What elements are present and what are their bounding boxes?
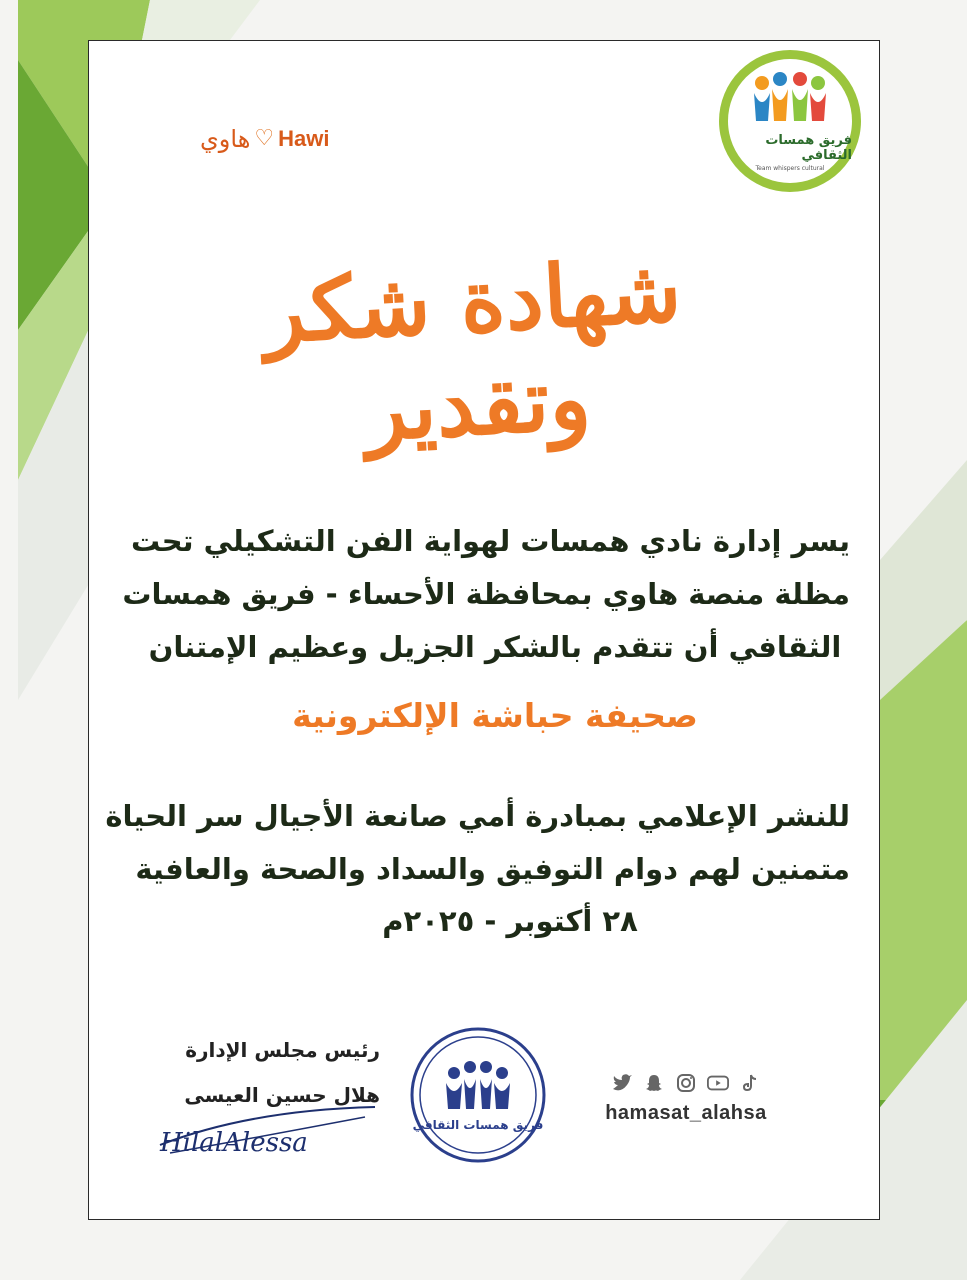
stamp-text: فريق همسات الثقافي: [412, 1118, 544, 1132]
official-stamp: [408, 1025, 548, 1165]
intro-text: [122, 515, 850, 674]
signature-script: HilalAlessa: [160, 1128, 308, 1158]
social-block: [586, 1070, 786, 1125]
reason-line: للنشر الإعلامي بمبادرة أمي صانعة الأجيال سر الحياة: [105, 799, 850, 833]
heart-icon: ♡: [254, 126, 275, 151]
social-handle[interactable]: hamasat_alahsa: [605, 1102, 767, 1124]
tiktok-icon[interactable]: [739, 1072, 761, 1094]
snapchat-icon[interactable]: [643, 1072, 665, 1094]
hawi-logo-english: Hawi: [278, 126, 330, 151]
team-logo-subtitle: Team whispers cultural: [755, 164, 825, 172]
team-logo: [719, 50, 861, 192]
instagram-icon[interactable]: [675, 1072, 697, 1094]
people-icon: [748, 71, 832, 127]
signature-block: [150, 1035, 380, 1158]
youtube-icon[interactable]: [707, 1072, 729, 1094]
intro-line: مظلة منصة هاوي بمحافظة الأحساء - فريق همسات: [122, 577, 850, 611]
reason-line: متمنين لهم دوام التوفيق والسداد والصحة والعافية: [135, 852, 850, 886]
handwritten-signature: [150, 1105, 380, 1165]
recipient-name: صحيفة حباشة الإلكترونية: [292, 696, 698, 735]
hawi-logo: [200, 124, 329, 154]
signature-title: رئيس مجلس الإدارة: [185, 1038, 380, 1062]
certificate-title: شهادة شكر وتقدير: [260, 240, 684, 461]
twitter-icon[interactable]: [611, 1072, 633, 1094]
reason-text: [105, 790, 850, 896]
intro-line: يسر إدارة نادي همسات لهواية الفن التشكيلي تحت: [131, 524, 850, 558]
intro-line: الثقافي أن تتقدم بالشكر الجزيل وعظيم الإمتنان: [148, 630, 842, 664]
team-logo-name: فريق همسات الثقافي: [765, 132, 852, 163]
hawi-logo-arabic: هاوي: [200, 125, 251, 153]
certificate-date: ٢٨ أكتوبر - ٢٠٢٥م: [382, 904, 638, 938]
signature-name: هلال حسين العيسى: [184, 1083, 380, 1107]
